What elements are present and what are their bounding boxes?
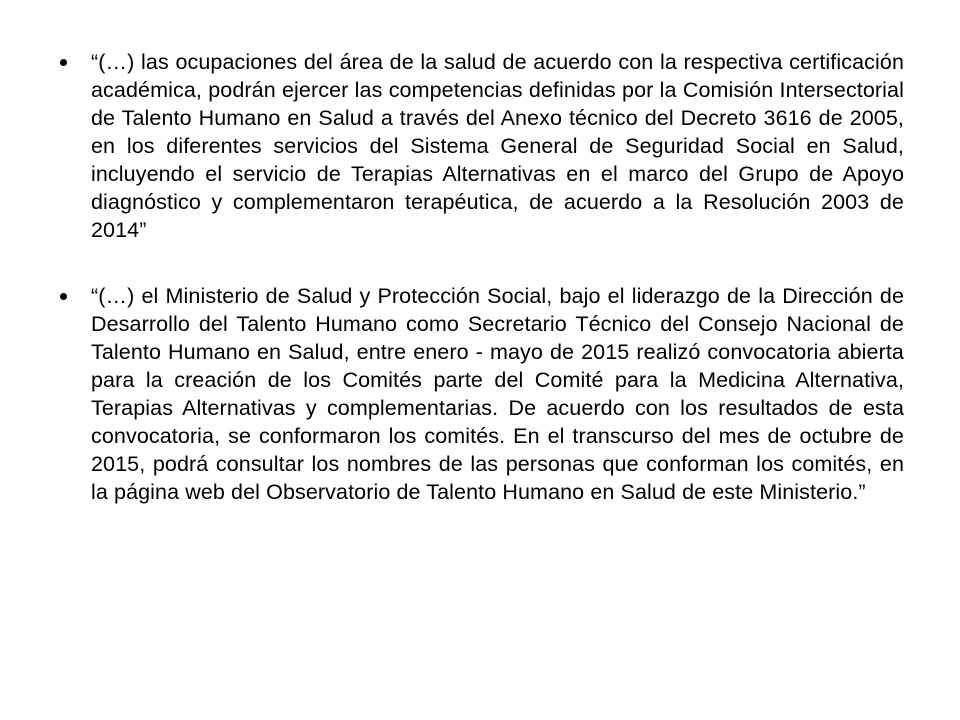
bullet-icon	[60, 59, 67, 66]
bullet-item-ministerio	[58, 282, 904, 506]
bullet-text: “(…) las ocupaciones del área de la salud de acuerdo con la respectiva certificación académica, podrán ejercer las competencias definidas por la Comisión Intersectorial de Talento Humano en Salud a través del Anexo técnico del Decreto 3616 de 2005, en los diferentes servicios del Sistema General de Seguridad Social en Salud, incluyendo el servicio de Terapias Alternativas en el marco del Grupo de Apoyo diagnóstico y complementaron terapéutica, de acuerdo a la Resolución 2003 de 2014”	[91, 50, 904, 242]
bullet-text: “(…) el Ministerio de Salud y Protección Social, bajo el liderazgo de la Dirección de Desarrollo del Talento Humano como Secretario Técnico del Consejo Nacional de Talento Humano en Salud, entre enero - mayo de 2015 realizó convocatoria abierta para la creación de los Comités parte del Comité para la Medicina Alternativa, Terapias Alternativas y complementarias. De acuerdo con los resultados de esta convocatoria, se conformaron los comités. En el transcurso del mes de octubre de 2015, podrá consultar los nombres de las personas que conforman los comités, en la página web del Observatorio de Talento Humano en Salud de este Ministerio.”	[91, 284, 904, 504]
bullet-item-resolucion	[58, 48, 904, 244]
bullet-list	[58, 48, 904, 506]
bullet-icon	[60, 293, 67, 300]
